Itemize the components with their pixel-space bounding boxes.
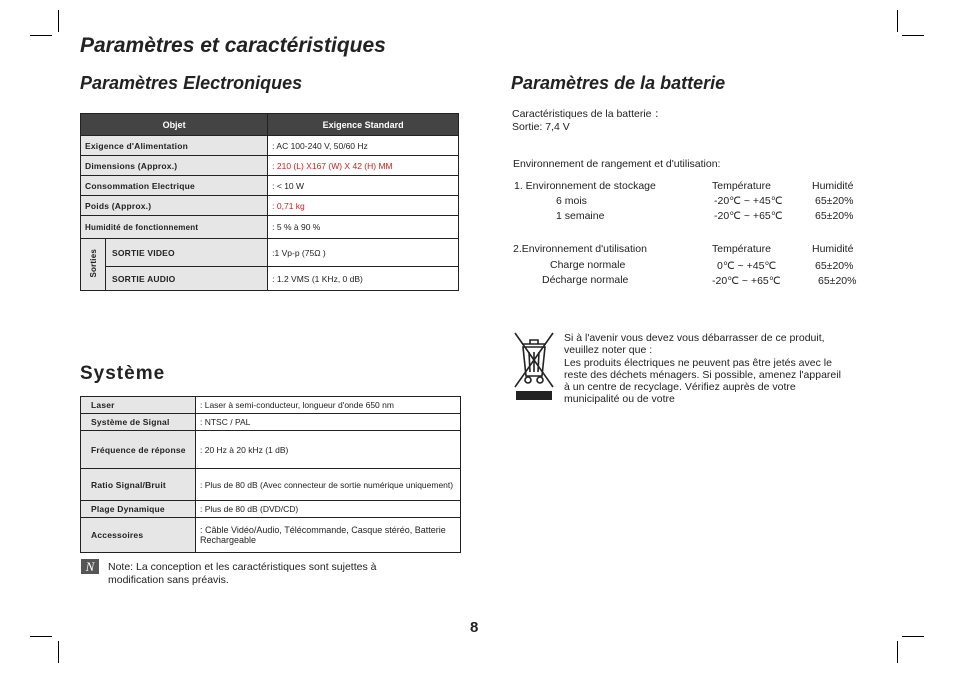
usage-temp-header: Température xyxy=(712,243,771,255)
table-row-label: Fréquence de réponse xyxy=(81,431,196,469)
usage-hum-header: Humidité xyxy=(812,243,854,255)
crop-mark xyxy=(902,636,924,637)
table-row-label: Consommation Electrique xyxy=(81,176,268,196)
usage-row-label: Charge normale xyxy=(550,259,626,271)
table-row-label: Exigence d'Alimentation xyxy=(81,136,268,156)
system-table xyxy=(80,396,461,553)
crossed-bin-icon xyxy=(512,330,556,402)
table-row-label: Laser xyxy=(81,397,196,414)
table-row-value: : 0,71 kg xyxy=(268,196,459,216)
table-row-label: Humidité de fonctionnement xyxy=(81,216,268,239)
storage-row-label: 1 semaine xyxy=(556,210,605,222)
table-row-value: : 5 % à 90 % xyxy=(268,216,459,239)
table-row-label: Accessoires xyxy=(81,518,196,553)
crop-mark xyxy=(58,10,59,32)
storage-label: 1. Environnement de stockage xyxy=(514,180,656,192)
usage-row-temp: 0℃ ~ +45℃ xyxy=(717,260,777,272)
table-row-label: Système de Signal xyxy=(81,414,196,431)
storage-row-hum: 65±20% xyxy=(815,195,854,207)
weee-text-line: reste des déchets ménagers. Si possible, amenez l'appareil xyxy=(564,369,841,381)
col-item-header: Objet xyxy=(81,114,268,136)
outputs-cell xyxy=(81,239,106,291)
crop-mark xyxy=(902,35,924,36)
weee-text-line: Les produits électriques ne peuvent pas être jetés avec le xyxy=(564,357,832,369)
table-row-value: : 1.2 VMS (1 KHz, 0 dB) xyxy=(268,267,459,291)
table-row-value: : Laser à semi-conducteur, longueur d'onde 650 nm xyxy=(196,397,461,414)
table-row-label: Poids (Approx.) xyxy=(81,196,268,216)
weee-text-line: Si à l'avenir vous devez vous débarrasser de ce produit, xyxy=(564,332,825,344)
storage-row-label: 6 mois xyxy=(556,195,587,207)
page-title: Paramètres et caractéristiques xyxy=(80,34,386,57)
battery-caract: Caractéristiques de la batterie ： xyxy=(512,108,665,120)
usage-row-hum: 65±20% xyxy=(818,275,857,287)
storage-row-temp: -20℃ ~ +45℃ xyxy=(714,195,783,207)
table-row-value: : < 10 W xyxy=(268,176,459,196)
electronic-heading: Paramètres Electroniques xyxy=(80,73,303,93)
usage-label: 2.Environnement d'utilisation xyxy=(513,243,647,255)
note-text: Note: La conception et les caractéristiques sont sujettes à xyxy=(108,561,377,573)
note-text-line2: modification sans préavis. xyxy=(108,574,229,586)
table-row-label: Dimensions (Approx.) xyxy=(81,156,268,176)
weee-text-line: veuillez noter que : xyxy=(564,344,653,356)
crop-mark xyxy=(30,35,52,36)
storage-temp-header: Température xyxy=(712,180,771,192)
outputs-label: Sorties xyxy=(88,249,98,278)
storage-row-temp: -20℃ ~ +65℃ xyxy=(714,210,783,222)
weee-text-line: municipalité ou de votre xyxy=(564,393,675,405)
storage-hum-header: Humidité xyxy=(812,180,854,192)
weee-text-line: à un centre de recyclage. Vérifiez auprès de votre xyxy=(564,381,796,393)
col-std-header: Exigence Standard xyxy=(268,114,459,136)
page-number: 8 xyxy=(470,619,479,636)
note-icon: N xyxy=(81,559,99,574)
storage-row-hum: 65±20% xyxy=(815,210,854,222)
table-row-value: : 20 Hz à 20 kHz (1 dB) xyxy=(196,431,461,469)
usage-row-temp: -20℃ ~ +65℃ xyxy=(712,275,781,287)
table-row-label: Ratio Signal/Bruit xyxy=(81,469,196,501)
battery-heading: Paramètres de la batterie xyxy=(511,73,726,93)
crop-mark xyxy=(58,641,59,663)
electronic-table xyxy=(80,113,459,291)
table-row-label: SORTIE AUDIO xyxy=(106,267,268,291)
crop-mark xyxy=(897,10,898,32)
crop-mark xyxy=(30,636,52,637)
table-row-label: Plage Dynamique xyxy=(81,501,196,518)
crop-mark xyxy=(897,641,898,663)
usage-row-label: Décharge normale xyxy=(542,274,629,286)
table-row-value: : Plus de 80 dB (DVD/CD) xyxy=(196,501,461,518)
table-row-value: :1 Vp-p (75Ω ) xyxy=(268,239,459,267)
table-row-label: SORTIE VIDEO xyxy=(106,239,268,267)
table-row-value: : Plus de 80 dB (Avec connecteur de sortie numérique uniquement) xyxy=(196,469,461,501)
usage-row-hum: 65±20% xyxy=(815,260,854,272)
system-heading: Système xyxy=(80,363,166,384)
table-row-value: : NTSC / PAL xyxy=(196,414,461,431)
battery-sortie: Sortie: 7,4 V xyxy=(512,121,570,133)
table-row-value: : 210 (L) X167 (W) X 42 (H) MM xyxy=(268,156,459,176)
table-row-value: : AC 100-240 V, 50/60 Hz xyxy=(268,136,459,156)
env-title: Environnement de rangement et d'utilisation: xyxy=(513,158,721,170)
table-row-value: : Câble Vidéo/Audio, Télécommande, Casque stéréo, Batterie Rechargeable xyxy=(196,518,461,553)
